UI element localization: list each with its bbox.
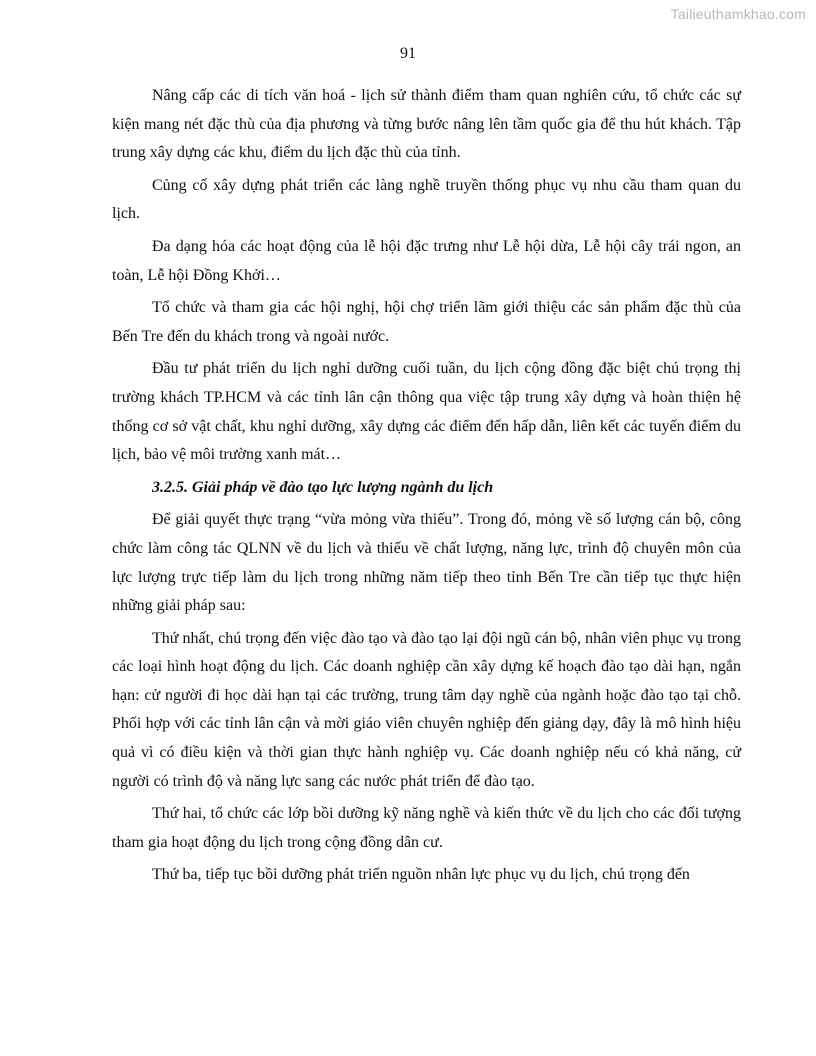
paragraph-situation: Để giải quyết thực trạng “vừa mỏng vừa thiếu”. Trong đó, mỏng về số lượng cán bộ, công chức làm công tác QLNN về du lịch và thiếu về chất lượng, năng lực, trình độ chuyên môn của lực lượng trực tiếp làm du lịch trong những năm tiếp theo tỉnh Bến Tre cần tiếp tục thực hiện những giải pháp sau:: [112, 511, 741, 615]
paragraph-first-solution: Thứ nhất, chú trọng đến việc đào tạo và đào tạo lại đội ngũ cán bộ, nhân viên phục vụ trong các loại hình hoạt động du lịch. Các doanh nghiệp cần xây dựng kế hoạch đào tạo dài hạn, ngắn hạn: cử người đi học dài hạn tại các trường, trung tâm dạy nghề của ngành hoặc đào tạo tại chỗ. Phối hợp với các tỉnh lân cận và mời giáo viên chuyên nghiệp đến giảng dạy, đây là mô hình hiệu quả vì có điều kiện và thời gian thực hành nghiệp vụ. Các doanh nghiệp nếu có khả năng, cử người có trình độ và năng lực sang các nước phát triển để đào tạo.: [112, 629, 741, 790]
watermark-text: Tailieuthamkhao.com: [670, 6, 806, 22]
paragraph-craft-villages: Củng cố xây dựng phát triển các làng nghề truyền thống phục vụ nhu cầu tham quan du lịch.: [112, 176, 741, 223]
paragraph-resort-tourism: Đầu tư phát triển du lịch nghỉ dưỡng cuối tuần, du lịch cộng đồng đặc biệt chú trọng thị trường khách TP.HCM và các tỉnh lân cận thông qua việc tập trung xây dựng và hoàn thiện hệ thống cơ sở vật chất, khu nghỉ dưỡng, xây dựng các điểm đến hấp dẫn, liên kết các tuyến điểm du lịch, bảo vệ môi trường xanh mát…: [112, 360, 741, 464]
paragraph-second-solution: Thứ hai, tổ chức các lớp bồi dưỡng kỹ năng nghề và kiến thức về du lịch cho các đối tượng tham gia hoạt động du lịch trong cộng đồng dân cư.: [112, 805, 741, 851]
page-number: 91: [400, 45, 416, 62]
section-heading: 3.2.5. Giải pháp về đào tạo lực lượng ngành du lịch: [152, 478, 494, 496]
paragraph-third-solution: Thứ ba, tiếp tục bồi dưỡng phát triển nguồn nhân lực phục vụ du lịch, chú trọng đến: [152, 866, 690, 884]
paragraph-festivals: Đa dạng hóa các hoạt động của lễ hội đặc trưng như Lễ hội dừa, Lễ hội cây trái ngon, an toàn, Lễ hội Đồng Khởi…: [112, 237, 741, 284]
document-body: [112, 82, 741, 894]
paragraph-fairs: Tổ chức và tham gia các hội nghị, hội chợ triển lãm giới thiệu các sản phẩm đặc thù của Bến Tre đến du khách trong và ngoài nước.: [112, 299, 741, 345]
paragraph-heritage-sites: Nâng cấp các di tích văn hoá - lịch sử thành điểm tham quan nghiên cứu, tổ chức các sự kiện mang nét đặc thù của địa phương và từng bước nâng lên tầm quốc gia để thu hút khách. Tập trung xây dựng các khu, điểm du lịch đặc thù của tỉnh.: [112, 87, 741, 162]
